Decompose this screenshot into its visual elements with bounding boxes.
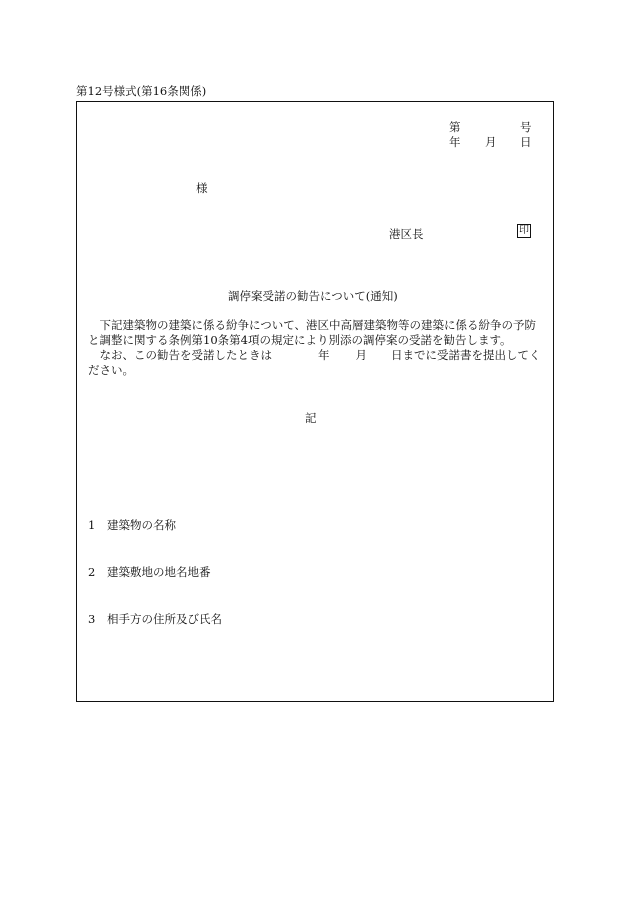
date-year: 年 [449,135,461,149]
deadline-month: 月 [355,348,367,362]
date-day: 日 [520,135,532,149]
item-3-label: 相手方の住所及び氏名 [107,612,222,626]
seal-stamp: 印 [519,225,529,236]
deadline-prefix: なお、この勧告を受諾したときは [99,348,272,362]
body-paragraph-2 [88,348,544,378]
recipient-honorific: 様 [196,181,208,195]
date-month: 月 [485,135,497,149]
body-text [88,318,544,378]
deadline-year: 年 [318,348,330,362]
item-3-number: 3 [88,612,96,626]
sender-title: 港区長 [389,227,424,241]
document-number-prefix: 第 [449,120,461,134]
ki-heading: 記 [305,411,317,425]
document-subject: 調停案受諾の勧告について(通知) [228,289,398,303]
form-number-label: 第12号様式(第16条関係) [76,84,207,98]
item-2-number: 2 [88,565,96,579]
document-number-suffix: 号 [520,120,532,134]
item-1-number: 1 [88,518,96,532]
item-2-label: 建築敷地の地名地番 [107,565,211,579]
body-paragraph-1: 下記建築物の建築に係る紛争について、港区中高層建築物等の建築に係る紛争の予防と調整に関する条例第10条第4項の規定により別添の調停案の受諾を勧告します。 [88,318,537,347]
item-1-label: 建築物の名称 [107,518,176,532]
deadline-suffix: 日までに受諾書を提出してください。 [88,348,541,377]
